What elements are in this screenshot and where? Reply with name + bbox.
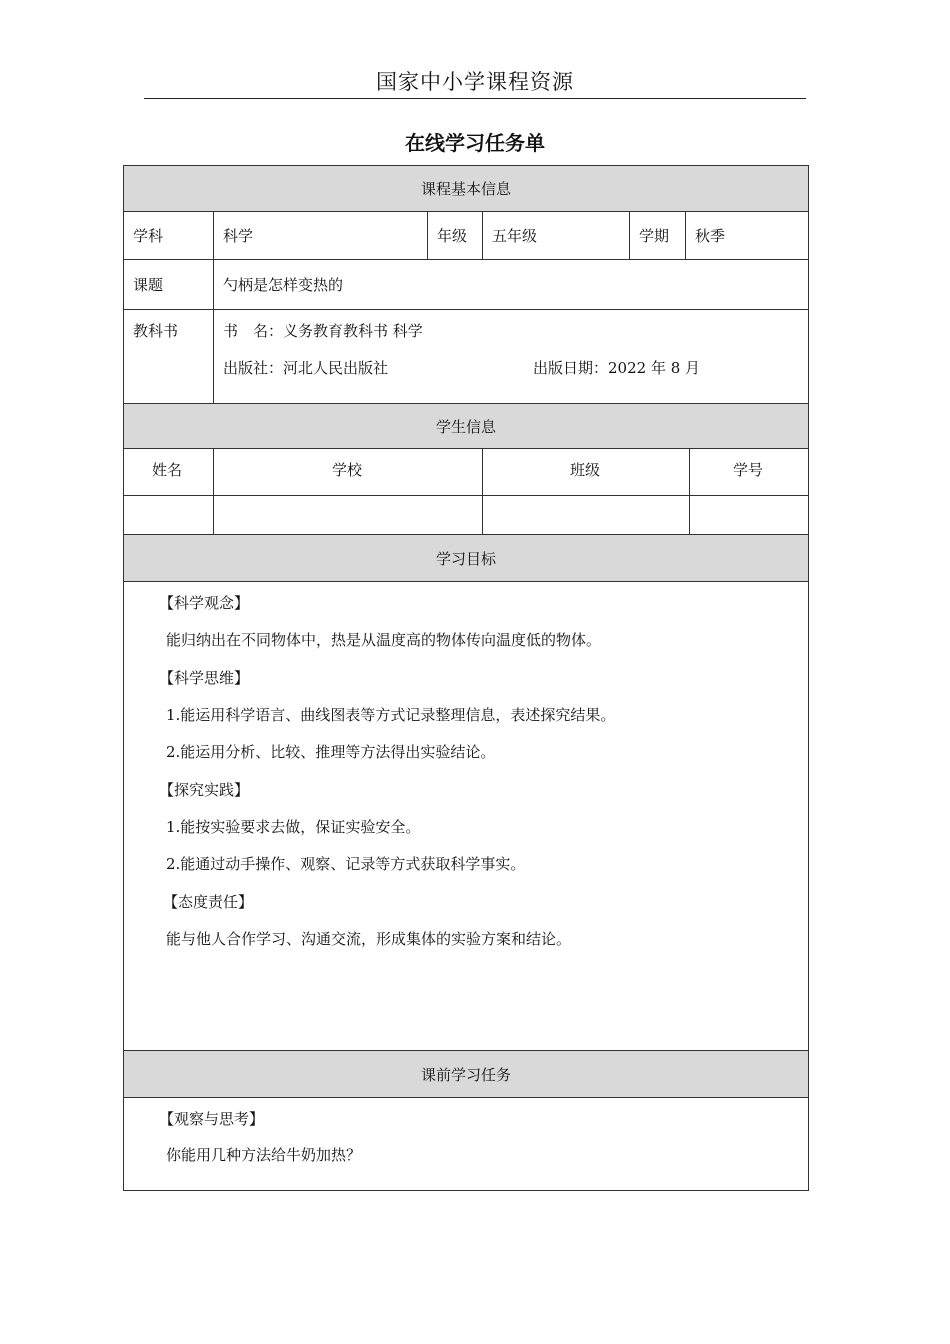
term-label-cell <box>629 211 686 260</box>
section-student-info <box>123 403 809 449</box>
student-class-input[interactable] <box>482 495 690 535</box>
student-id-label: 学号 <box>733 461 764 479</box>
topic-value-cell <box>213 259 809 310</box>
header-divider <box>144 98 806 99</box>
section-course-info-label: 课程基本信息 <box>420 180 511 198</box>
student-name-header <box>123 448 214 496</box>
attitude-item: 能与他人合作学习、沟通交流，形成集体的实验方案和结论。 <box>166 930 572 948</box>
textbook-info-cell <box>213 309 809 404</box>
concept-heading: 【科学观念】 <box>159 594 250 612</box>
practice-item-2: 2.能通过动手操作、观察、记录等方式获取科学事实。 <box>166 855 526 873</box>
term-value: 秋季 <box>695 227 726 245</box>
student-id-header <box>689 448 809 496</box>
practice-heading: 【探究实践】 <box>159 781 250 799</box>
document-title: 在线学习任务单 <box>405 131 545 155</box>
student-school-input[interactable] <box>213 495 483 535</box>
student-class-label: 班级 <box>570 461 601 479</box>
goals-content <box>123 581 809 1051</box>
header-title: 国家中小学课程资源 <box>376 70 574 94</box>
practice-item-1: 1.能按实验要求去做，保证实验安全。 <box>166 818 421 836</box>
publisher: 出版社：河北人民出版社 <box>223 359 389 377</box>
subject-value: 科学 <box>223 227 254 245</box>
pre-task-content <box>123 1097 809 1191</box>
textbook-label: 教科书 <box>133 322 179 340</box>
pre-task-question: 你能用几种方法给牛奶加热？ <box>166 1146 362 1164</box>
thinking-heading: 【科学思维】 <box>159 669 250 687</box>
grade-value: 五年级 <box>492 227 538 245</box>
textbook-label-cell <box>123 309 214 404</box>
student-school-label: 学校 <box>332 461 363 479</box>
section-student-info-label: 学生信息 <box>435 417 496 436</box>
thinking-item-1: 1.能运用科学语言、曲线图表等方式记录整理信息，表述探究结果。 <box>166 706 616 724</box>
student-name-input[interactable] <box>123 495 214 535</box>
pre-task-heading: 【观察与思考】 <box>159 1110 265 1128</box>
grade-label-cell <box>427 211 483 260</box>
topic-value: 勺柄是怎样变热的 <box>223 276 344 294</box>
section-pre-task <box>123 1050 809 1098</box>
term-label: 学期 <box>639 227 670 245</box>
student-id-input[interactable] <box>689 495 809 535</box>
thinking-item-2: 2.能运用分析、比较、推理等方法得出实验结论。 <box>166 743 496 761</box>
student-name-label: 姓名 <box>152 461 183 479</box>
publish-date: 出版日期：2022 年 8 月 <box>533 359 701 377</box>
section-goals <box>123 534 809 582</box>
topic-label-cell <box>123 259 214 310</box>
student-school-header <box>213 448 483 496</box>
attitude-heading: 【态度责任】 <box>163 893 254 911</box>
subject-label-cell <box>123 211 214 260</box>
grade-label: 年级 <box>437 227 468 245</box>
subject-value-cell <box>213 211 428 260</box>
section-course-info <box>123 165 809 212</box>
topic-label: 课题 <box>133 276 164 294</box>
book-name: 书 名：义务教育教科书 科学 <box>223 322 423 340</box>
section-goals-label: 学习目标 <box>435 549 496 568</box>
term-value-cell <box>685 211 809 260</box>
student-class-header <box>482 448 690 496</box>
section-pre-task-label: 课前学习任务 <box>420 1065 511 1084</box>
subject-label: 学科 <box>133 227 164 245</box>
concept-item: 能归纳出在不同物体中，热是从温度高的物体传向温度低的物体。 <box>166 631 602 649</box>
grade-value-cell <box>482 211 630 260</box>
